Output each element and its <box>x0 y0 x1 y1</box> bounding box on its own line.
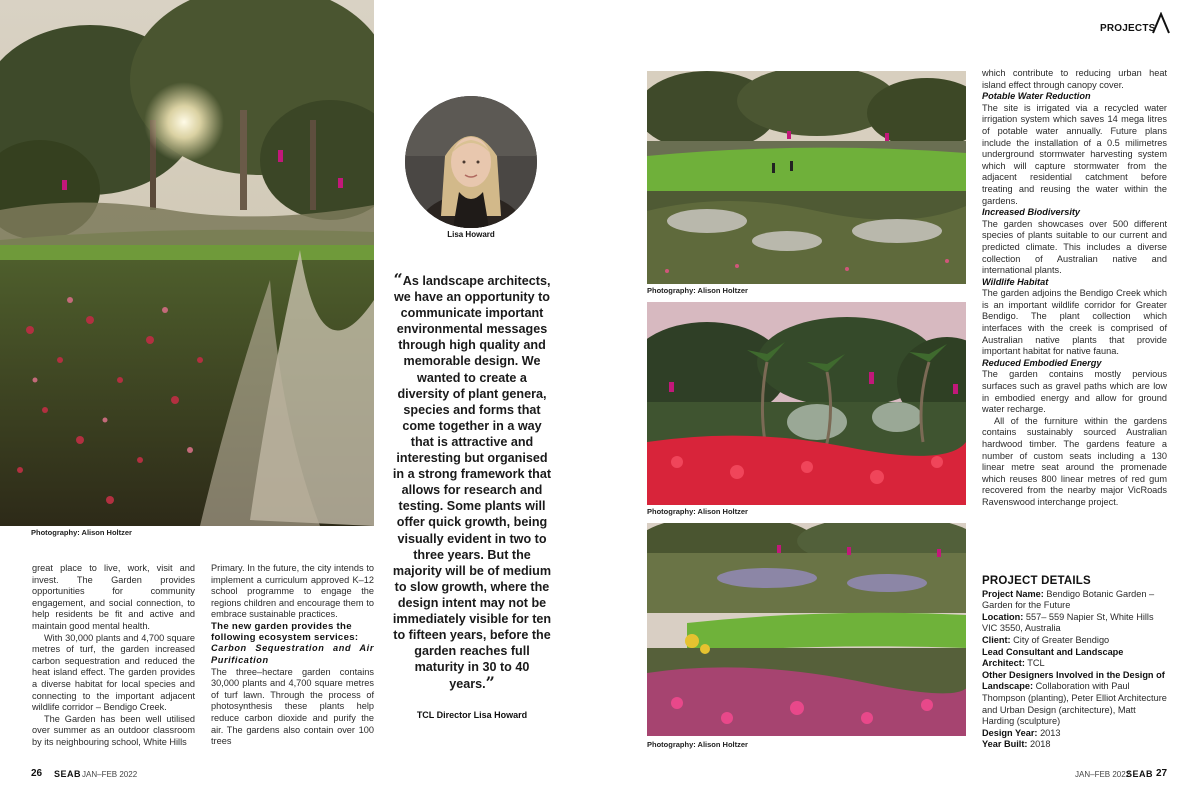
body-paragraph: With 30,000 plants and 4,700 square metres of turf, the garden increased carbon sequestration and reduced the heat island effect. The garden provides a diverse habitat for local species and connecting to the important adjacent wildlife corridor – Bendigo Creek. <box>32 632 195 713</box>
carbon-sequestration-heading: Carbon Sequestration and Air Purification <box>211 643 374 665</box>
right-photo-3-caption: Photography: Alison Holtzer <box>647 740 748 749</box>
body-paragraph: The Garden has been well utilised over summer as an outdoor classroom by its neighbouring school, White Hills <box>32 713 195 747</box>
potable-water-heading: Potable Water Reduction <box>982 91 1091 102</box>
body-paragraph: Primary. In the future, the city intends to implement a curriculum approved K–12 school programme to engage the regions children and encourage them to embrace sustainable practices. <box>211 563 374 620</box>
attribution-name: Lisa Howard <box>473 710 528 720</box>
brand-logo-icon <box>1151 12 1171 34</box>
detail-project-name: Project Name: Bendigo Botanic Garden – Garden for the Future <box>982 588 1155 611</box>
page-number-left: 26 <box>31 768 43 779</box>
attribution-role: TCL Director <box>416 710 472 720</box>
detail-location: Location: 557– 559 Napier St, White Hills VIC 3550, Australia <box>982 611 1154 634</box>
pull-quote <box>392 272 552 692</box>
garden-photo-sunset <box>0 0 374 526</box>
body-paragraph: The site is irrigated via a recycled water irrigation system which saves 14 mega litres of potable water annually. Future plans include the installation of a 0.5 milimetres underground stormwater harvesting system which will capture stormwater from the adjacent residential catchment before treating and reusing the water within the gardens. <box>982 102 1167 206</box>
page-number-right: 27 <box>1156 768 1168 779</box>
quote-open-mark: “ <box>393 270 403 289</box>
wildlife-habitat-heading: Wildlife Habitat <box>982 276 1049 287</box>
right-photo-1-caption: Photography: Alison Holtzer <box>647 286 748 295</box>
detail-lead-consultant: Lead Consultant and Landscape Architect: TCL <box>982 646 1124 669</box>
quote-close-mark: ” <box>485 673 495 693</box>
right-photo-2-caption: Photography: Alison Holtzer <box>647 507 748 516</box>
detail-year-built: Year Built: 2018 <box>982 739 1051 750</box>
body-paragraph: which contribute to reducing urban heat island effect through canopy cover. <box>982 68 1167 90</box>
body-paragraph: The garden showcases over 500 different species of plants suitable to our current and predicted climate. This includes a diverse collection of Australian native and international plants. <box>982 218 1167 276</box>
project-details-title: PROJECT DETAILS <box>982 575 1091 587</box>
issue-date-right: JAN–FEB 2022 <box>1075 770 1131 779</box>
body-paragraph: All of the furniture within the gardens contains sustainably sourced Australian hardwood timber. The gardens feature a number of custom seats including a 130 linear metre seat around the promenade which reuses 800 linear metres of red gum recovered from the nearby major VicRoads Ravenswood interchange project. <box>982 415 1167 507</box>
detail-design-year: Design Year: 2013 <box>982 727 1061 738</box>
brand-name-right: SEAB <box>1126 769 1154 779</box>
garden-photo-red-flowers <box>647 302 966 505</box>
ecosystem-services-heading: The new garden provides the following ecosystem services: <box>211 620 359 644</box>
body-paragraph: The three–hectare garden contains 30,000 plants and 4,700 square metres of turf lawn. Through the process of photosynthesis these plants help reduce carbon dioxide and purify the air. The gardens also contain over 100 trees <box>211 666 374 747</box>
garden-photo-lawn <box>647 71 966 284</box>
lisa-howard-portrait <box>405 96 537 228</box>
quote-attribution <box>392 710 552 720</box>
portrait-name: Lisa Howard <box>447 230 495 239</box>
section-label-right: PROJECTS <box>1100 23 1156 34</box>
brand-name-left: SEAB <box>54 769 82 779</box>
body-column-2 <box>211 563 374 748</box>
pull-quote-text: As landscape architects, we have an opportunity to communicate important environmental messages through high quality and memorable design. We wanted to create a diversity of plant genera, species and forms that come together in a way that is attractive and interesting but organised in a strong framework that allows for research and testing. Some plants will offer quick growth, being visually evident in two to three years. But the majority will be of medium to slow growth, where the design intent may not be immediately visible for ten to fifteen years, before the garden reaches full maturity in 30 to 40 years. <box>392 274 552 692</box>
biodiversity-heading: Increased Biodiversity <box>982 207 1081 218</box>
left-photo-caption: Photography: Alison Holtzer <box>31 528 132 537</box>
detail-client: Client: City of Greater Bendigo <box>982 634 1110 645</box>
body-paragraph: great place to live, work, visit and invest. The Garden provides opportunities for community engagement, and social connection, to help residents be fit and active and maintain good mental health. <box>32 563 195 631</box>
garden-photo-overview <box>647 523 966 736</box>
detail-other-designers: Other Designers Involved in the Design of Landscape: Collaboration with Paul Thompson (planting), Peter Elliot Architecture and Urban Design (architecture), Matt Harding (sculpture) <box>982 669 1167 727</box>
embodied-energy-heading: Reduced Embodied Energy <box>982 357 1102 368</box>
project-details <box>982 576 1167 751</box>
body-paragraph: The garden contains mostly pervious surfaces such as gravel paths which are low in embodied energy and allow for ground water recharge. <box>982 369 1167 415</box>
body-column-1 <box>32 563 195 749</box>
body-paragraph: The garden adjoins the Bendigo Creek which is an important wildlife corridor for Greater Bendigo. The plant collection which interfaces with the creek is comprised of Australian native plants that provide important habitat for native fauna. <box>982 288 1167 357</box>
issue-date-left: JAN–FEB 2022 <box>82 770 138 779</box>
body-column-3 <box>982 68 1167 509</box>
